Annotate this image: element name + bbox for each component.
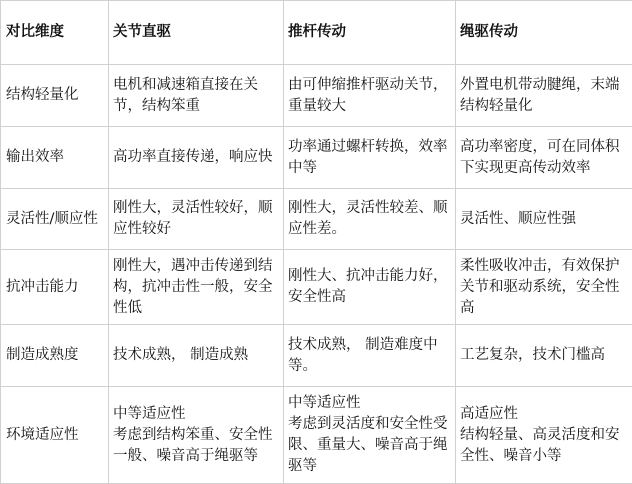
cell-pushrod: 由可伸缩推杆驱动关节，重量较大 <box>284 65 456 127</box>
cell-line: 中等适应性 <box>288 393 452 414</box>
cell-pushrod: 刚性大、抗冲击能力好，安全性高 <box>284 250 456 325</box>
cell-pushrod: 功率通过螺杆转换，效率中等 <box>284 127 456 189</box>
cell-line: 考虑到灵活度和安全性受限、重量大、噪音高于绳驱等 <box>288 414 452 477</box>
cell-direct-drive: 电机和减速箱直接在关节，结构笨重 <box>109 65 284 127</box>
row-dimension: 结构轻量化 <box>1 65 109 127</box>
cell-direct-drive: 技术成熟， 制造成熟 <box>109 325 284 387</box>
cell-cable-drive: 柔性吸收冲击，有效保护关节和驱动系统，安全性高 <box>456 250 632 325</box>
cell-cable-drive: 灵活性、顺应性强 <box>456 189 632 250</box>
table-row <box>1 250 632 325</box>
header-direct-drive: 关节直驱 <box>109 1 284 65</box>
cell-direct-drive <box>109 387 284 484</box>
cell-direct-drive: 高功率直接传递，响应快 <box>109 127 284 189</box>
cell-line: 考虑到结构笨重、安全性一般、噪音高于绳驱等 <box>113 425 280 467</box>
row-dimension: 灵活性/顺应性 <box>1 189 109 250</box>
cell-line: 高适应性 <box>460 404 629 425</box>
cell-direct-drive: 刚性大，遇冲击传递到结构，抗冲击性一般，安全性低 <box>109 250 284 325</box>
header-pushrod: 推杆传动 <box>284 1 456 65</box>
header-row <box>1 1 632 65</box>
cell-pushrod: 刚性大，灵活性较差、顺应性差。 <box>284 189 456 250</box>
table-row <box>1 127 632 189</box>
cell-cable-drive <box>456 387 632 484</box>
cell-cable-drive: 工艺复杂，技术门槛高 <box>456 325 632 387</box>
row-dimension: 环境适应性 <box>1 387 109 484</box>
cell-line: 结构轻量、高灵活度和安全性、噪音小等 <box>460 425 629 467</box>
header-cable-drive: 绳驱传动 <box>456 1 632 65</box>
row-dimension: 抗冲击能力 <box>1 250 109 325</box>
row-dimension: 制造成熟度 <box>1 325 109 387</box>
cell-line: 中等适应性 <box>113 404 280 425</box>
row-dimension: 输出效率 <box>1 127 109 189</box>
cell-direct-drive: 刚性大，灵活性较好，顺应性较好 <box>109 189 284 250</box>
cell-cable-drive: 外置电机带动腱绳，末端结构轻量化 <box>456 65 632 127</box>
table-row <box>1 189 632 250</box>
cell-pushrod <box>284 387 456 484</box>
table-row <box>1 65 632 127</box>
table-row <box>1 387 632 484</box>
table-row <box>1 325 632 387</box>
cell-cable-drive: 高功率密度，可在同体积下实现更高传动效率 <box>456 127 632 189</box>
cell-pushrod: 技术成熟， 制造难度中等。 <box>284 325 456 387</box>
header-dimension: 对比维度 <box>1 1 109 65</box>
